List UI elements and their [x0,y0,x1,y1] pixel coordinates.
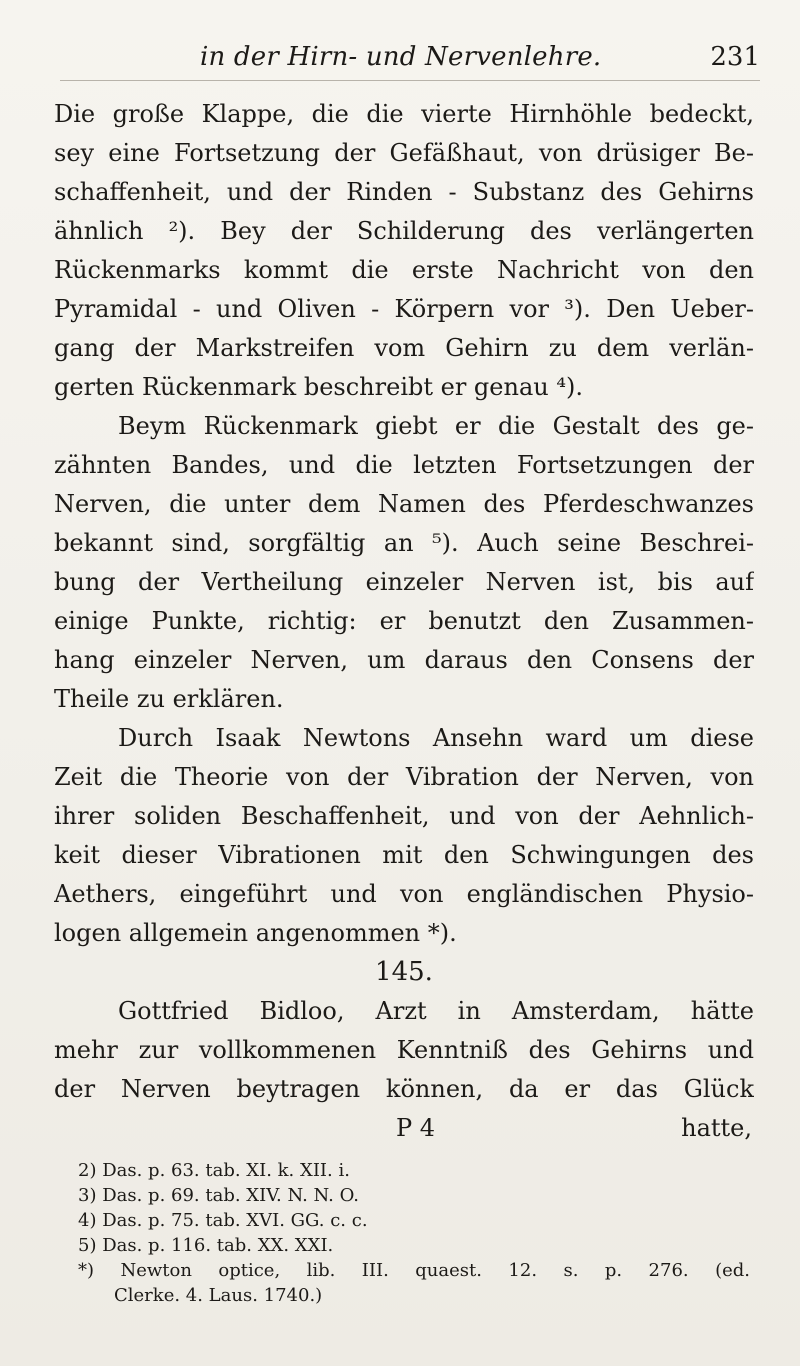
text-line: Gottfried Bidloo, Arzt in Amsterdam, hätte [118,997,754,1025]
footnote: 3) Das. p. 69. tab. XIV. N. N. O. [78,1185,360,1206]
text-line: Theile zu erklären. [54,685,284,713]
text-line: Die große Klappe, die die vierte Hirnhöhle bedeckt, [54,100,754,128]
text-line: gerten Rückenmark beschreibt er genau ⁴). [54,373,583,401]
catchword: hatte, [681,1114,752,1142]
text-line: ihrer soliden Beschaffenheit, und von der Aehnlich- [54,802,754,830]
footnote: 4) Das. p. 75. tab. XVI. GG. c. c. [78,1210,368,1231]
signature-mark: P 4 [396,1114,436,1142]
body-text [54,95,754,1148]
signature-line [54,1109,754,1148]
footnote: 5) Das. p. 116. tab. XX. XXI. [78,1235,334,1256]
text-line: ähnlich ²). Bey der Schilderung des verlängerten [54,217,754,245]
text-line: einige Punkte, richtig: er benutzt den Zusammen- [54,607,754,635]
text-line: gang der Markstreifen vom Gehirn zu dem verlän- [54,334,754,362]
footnote-continuation: Clerke. 4. Laus. 1740.) [114,1285,323,1306]
footnotes [78,1158,758,1308]
text-line: Nerven, die unter dem Namen des Pferdeschwanzes [54,490,754,518]
text-line: bekannt sind, sorgfältig an ⁵). Auch seine Beschrei- [54,529,754,557]
text-line: Durch Isaak Newtons Ansehn ward um diese [118,724,754,752]
text-line: hang einzeler Nerven, um daraus den Consens der [54,646,754,674]
text-line: bung der Vertheilung einzeler Nerven ist, bis auf [54,568,754,596]
text-line: der Nerven beytragen können, da er das Glück [54,1075,754,1103]
text-line: Beym Rückenmark giebt er die Gestalt des ge- [118,412,754,440]
text-line: zähnten Bandes, und die letzten Fortsetzungen der [54,451,754,479]
running-title: in der Hirn- und Nervenlehre. [200,42,602,72]
text-line: sey eine Fortsetzung der Gefäßhaut, von drüsiger Be- [54,139,754,167]
text-line: mehr zur vollkommenen Kenntniß des Gehirns und [54,1036,754,1064]
footnote: 2) Das. p. 63. tab. XI. k. XII. i. [78,1160,350,1181]
text-line: keit dieser Vibrationen mit den Schwingungen des [54,841,754,869]
footnote: *) Newton optice, lib. III. quaest. 12. s. p. 276. (ed. [78,1260,750,1281]
section-number: 145. [375,957,433,987]
text-line: Pyramidal - und Oliven - Körpern vor ³). Den Ueber- [54,295,754,323]
text-line: schaffenheit, und der Rinden - Substanz des Gehirns [54,178,754,206]
running-header [60,40,760,81]
text-line: Rückenmarks kommt die erste Nachricht von den [54,256,754,284]
text-line: Aethers, eingeführt und von engländischen Physio- [54,880,754,908]
text-line: logen allgemein angenommen *). [54,919,457,947]
page-number: 231 [710,42,760,72]
text-line: Zeit die Theorie von der Vibration der Nerven, von [54,763,754,791]
